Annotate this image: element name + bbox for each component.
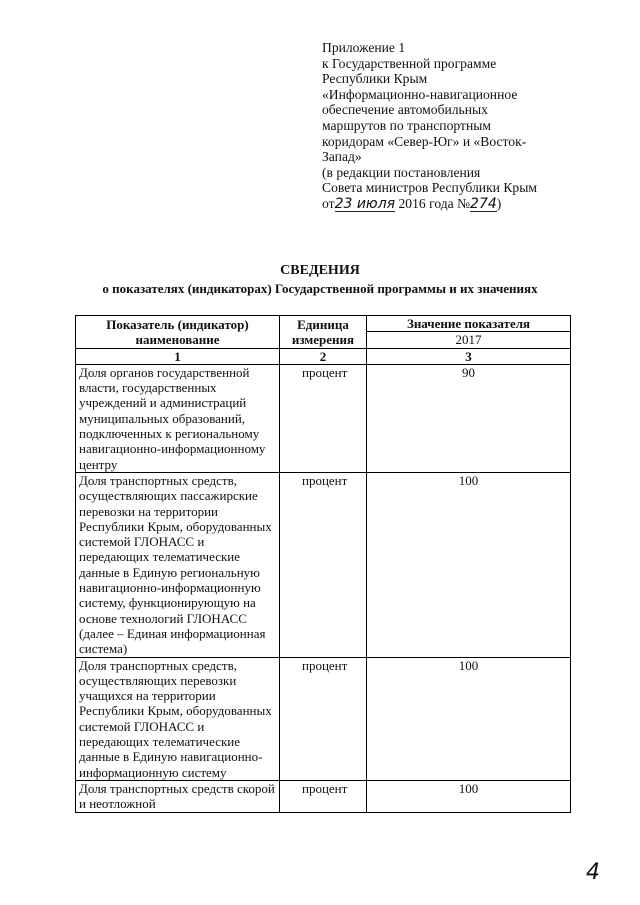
date-line bbox=[322, 196, 622, 212]
appendix-line: «Информационно-навигационное bbox=[322, 86, 518, 102]
indicator-unit: процент bbox=[280, 472, 367, 657]
appendix-line: Приложение 1 bbox=[322, 40, 406, 55]
appendix-line: маршрутов по транспортным bbox=[322, 117, 491, 133]
column-number: 1 bbox=[76, 348, 280, 364]
indicator-unit: процент bbox=[280, 364, 367, 472]
indicator-unit: процент bbox=[280, 657, 367, 780]
header-value: Значение показателя bbox=[367, 316, 571, 332]
handwritten-date: 23 июля bbox=[334, 195, 396, 212]
header-indicator: Показатель (индикатор) наименование bbox=[76, 316, 280, 349]
handwritten-number: 274 bbox=[470, 195, 497, 212]
indicator-unit: процент bbox=[280, 780, 367, 812]
table-row bbox=[76, 472, 571, 657]
date-prefix: от bbox=[322, 195, 335, 211]
indicator-name: Доля транспортных средств, осуществляющих перевозки учащихся на территории Республики Крым, оборудованных системой ГЛОНАСС и передающих телематические данные в Единую навигационно-информационную систему bbox=[76, 657, 280, 780]
indicator-value: 100 bbox=[367, 657, 571, 780]
document-title: СВЕДЕНИЯ bbox=[280, 263, 360, 278]
indicators-table bbox=[75, 315, 571, 813]
appendix-line: (в редакции постановления bbox=[322, 164, 481, 180]
appendix-line: Запад» bbox=[322, 149, 362, 165]
table-row bbox=[76, 657, 571, 780]
table-row bbox=[76, 780, 571, 812]
indicator-value: 90 bbox=[367, 364, 571, 472]
appendix-line: к Государственной программе bbox=[322, 55, 497, 71]
indicator-value: 100 bbox=[367, 472, 571, 657]
indicator-value: 100 bbox=[367, 780, 571, 812]
indicator-name: Доля транспортных средств скорой и неотложной bbox=[76, 780, 280, 812]
table-row bbox=[76, 364, 571, 472]
column-number: 3 bbox=[367, 348, 571, 364]
header-year: 2017 bbox=[367, 332, 571, 348]
year-text: 2016 года № bbox=[398, 195, 471, 211]
appendix-header bbox=[322, 40, 622, 212]
header-unit: Единица измерения bbox=[280, 316, 367, 349]
appendix-line: Совета министров Республики Крым bbox=[322, 180, 537, 196]
document-subtitle: о показателях (индикаторах) Государственной программы и их значениях bbox=[102, 281, 538, 296]
closing-paren: ) bbox=[496, 195, 502, 211]
indicator-name: Доля органов государственной власти, государственных учреждений и администраций муниципальных образований, подключенных к региональному навигационно-информационному центру bbox=[76, 364, 280, 472]
header-row bbox=[76, 316, 571, 332]
column-number-row bbox=[76, 348, 571, 364]
appendix-line: обеспечение автомобильных bbox=[322, 102, 488, 118]
appendix-line: коридорам «Север-Юг» и «Восток- bbox=[322, 133, 527, 149]
column-number: 2 bbox=[280, 348, 367, 364]
page-number: 4 bbox=[586, 860, 600, 885]
appendix-line: Республики Крым bbox=[322, 71, 428, 87]
indicator-name: Доля транспортных средств, осуществляющих пассажирские перевозки на территории Республики Крым, оборудованных системой ГЛОНАСС и передающих телематические данные в Единую региональную навигационно-информационную систему, функционирующую на основе технологий ГЛОНАСС (далее – Единая информационная система) bbox=[76, 472, 280, 657]
